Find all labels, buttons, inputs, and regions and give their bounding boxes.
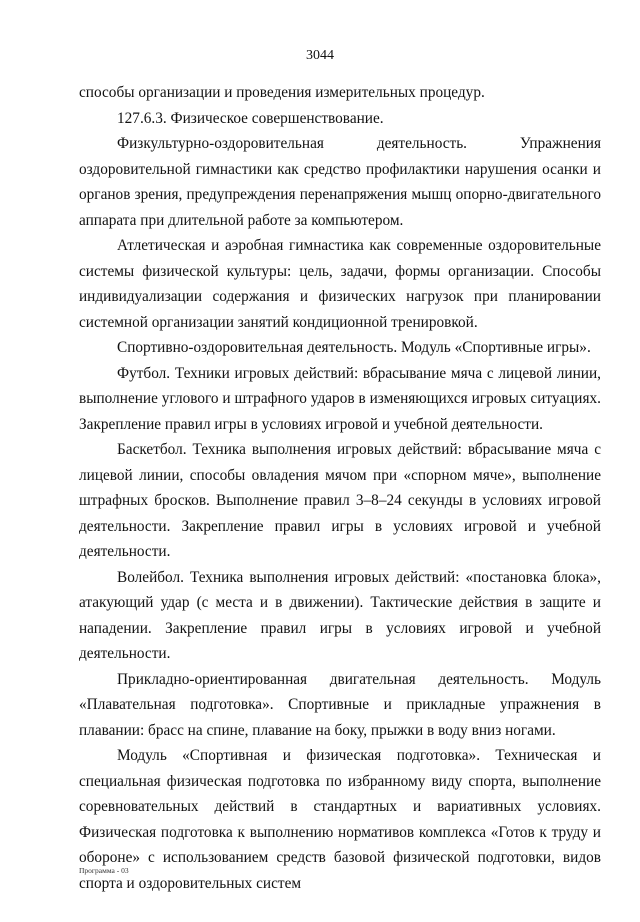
paragraph: Физкультурно-оздоровительная деятельность. Упражнения оздоровительной гимнастики как средство профилактики нарушения осанки и органов зрения, предупреждения перенапряжения мышц опорно-двигательного аппарата при длительной работе за компьютером. [79, 135, 601, 229]
paragraph: Атлетическая и аэробная гимнастика как современные оздоровительные системы физической культуры: цель, задачи, формы организации. Способы индивидуализации содержания и физических нагрузок при планировании системной организации занятий кондиционной тренировкой. [79, 237, 601, 331]
paragraph: способы организации и проведения измерительных процедур. [79, 84, 485, 101]
paragraph: Волейбол. Техника выполнения игровых действий: «постановка блока», атакующий удар (с места и в движении). Тактические действия в защите и нападении. Закрепление правил игры в условиях игровой и учебной деятельности. [79, 568, 601, 662]
paragraph: Баскетбол. Техника выполнения игровых действий: вбрасывание мяча с лицевой линии, способы овладения мячом при «спорном мяче», выполнение штрафных бросков. Выполнение правил 3–8–24 секунды в условиях игровой деятельности. Закрепление правил игры в условиях игровой и учебной деятельности. [79, 441, 601, 560]
paragraph: Прикладно-ориентированная двигательная деятельность. Модуль «Плавательная подготовка». Спортивные и прикладные упражнения в плавании: брасс на спине, плавание на боку, прыжки в воду вниз ногами. [79, 670, 601, 739]
paragraph: Модуль «Спортивная и физическая подготовка». Техническая и специальная физическая подготовка по избранному виду спорта, выполнение соревновательных действий в стандартных и вариативных условиях. Физическая подготовка к выполнению нормативов комплекса «Готов к труду и обороне» с использованием средств базовой физической подготовки, видов спорта и оздоровительных систем [79, 747, 601, 892]
paragraph: Футбол. Техники игровых действий: вбрасывание мяча с лицевой линии, выполнение углового и штрафного ударов в изменяющихся игровых ситуациях. Закрепление правил игры в условиях игровой и учебной деятельности. [79, 364, 601, 433]
section-heading: 127.6.3. Физическое совершенствование. [117, 109, 384, 127]
paragraph: Спортивно-оздоровительная деятельность. Модуль «Спортивные игры». [117, 339, 591, 356]
document-body [79, 80, 601, 896]
page-number: 3044 [306, 48, 334, 63]
footer-label: Программа - 03 [79, 866, 129, 875]
